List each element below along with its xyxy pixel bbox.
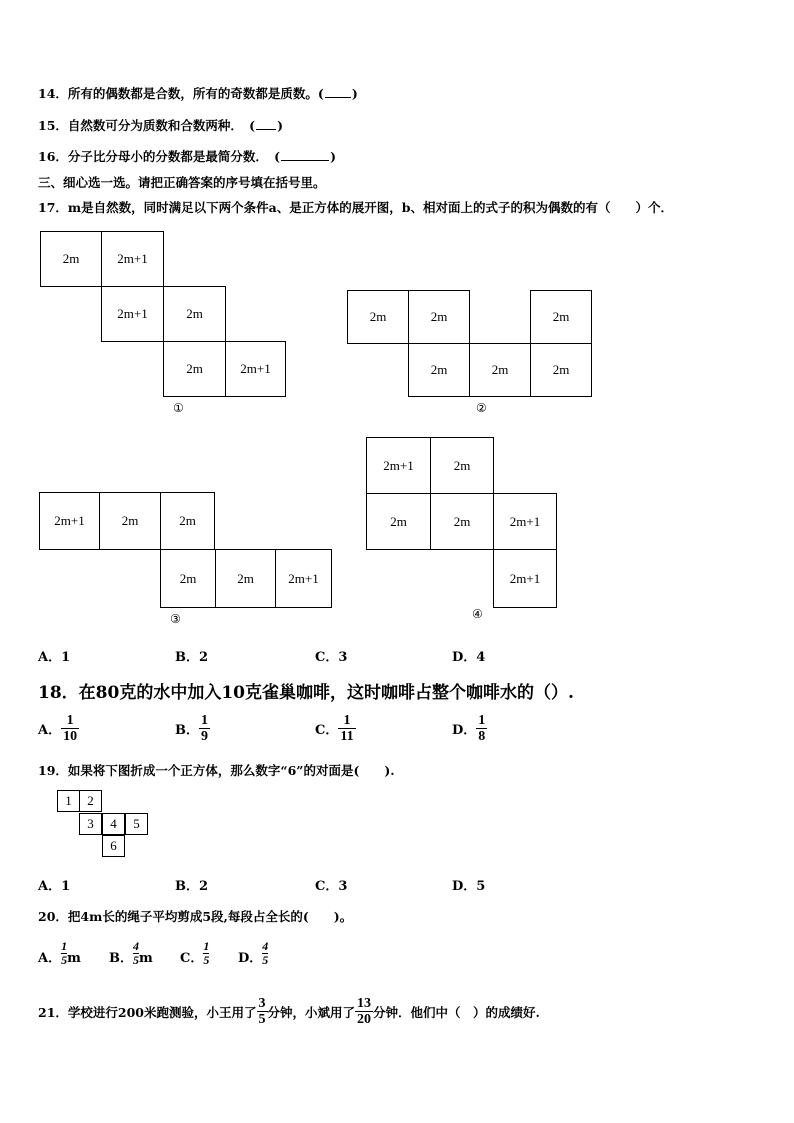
option-a[interactable] (38, 940, 81, 966)
net-cell: 2m (469, 343, 531, 397)
question-15 (38, 116, 283, 134)
numerator: 1 (66, 713, 74, 728)
net-cell: 2m+1 (39, 492, 100, 550)
option-label: C． (315, 723, 339, 739)
net-label: ② (476, 401, 487, 415)
paren-close: ) (351, 86, 358, 101)
option-label: B． (109, 951, 133, 967)
denominator: 5 (203, 952, 210, 967)
net-cell: 2m (163, 286, 226, 342)
denominator: 8 (478, 729, 486, 745)
net-cell: 2m+1 (366, 437, 431, 494)
option-label: C． (180, 951, 204, 967)
net-label: ③ (170, 612, 181, 626)
numerator: 4 (133, 939, 139, 953)
denominator: 5 (258, 1012, 266, 1028)
option-label: A． (38, 723, 62, 739)
denominator: 5 (61, 952, 68, 967)
option-b[interactable] (175, 713, 210, 745)
net-cell: 3 (79, 813, 102, 835)
numerator: 3 (258, 996, 266, 1011)
net-cell: 2m (430, 437, 494, 494)
net-cell: 5 (125, 813, 148, 835)
option-c[interactable]: C．3 (315, 650, 348, 665)
net-cell: 2m (530, 290, 592, 344)
net-cell: 2m+1 (225, 341, 286, 397)
net-cell: 2m (40, 231, 102, 287)
question-15-text: 15．自然数可分为质数和合数两种． ( (38, 118, 256, 133)
answer-blank[interactable] (256, 117, 276, 130)
option-a[interactable]: A．1 (38, 650, 71, 665)
denominator: 11 (340, 729, 354, 745)
net-cell: 2 (79, 790, 102, 812)
fraction (257, 996, 268, 1028)
net-cell: 1 (57, 790, 80, 812)
question-16-text: 16．分子比分母小的分数都是最简分数． ( (38, 149, 281, 164)
denominator: 20 (357, 1012, 372, 1028)
option-c[interactable] (180, 940, 209, 966)
question-17: 17．m是自然数，同时满足以下两个条件a、是正方体的展开图，b、相对面上的式子的积为偶数的有（ ）个． (38, 200, 673, 215)
option-a[interactable] (38, 713, 79, 745)
fraction (338, 713, 355, 745)
net-cell: 2m (530, 343, 592, 397)
numerator: 4 (262, 939, 269, 953)
net-cell: 2m+1 (101, 231, 164, 287)
numerator: 13 (357, 996, 372, 1011)
unit: m (139, 951, 153, 967)
net-cell: 2m (366, 493, 431, 550)
option-label: D． (452, 723, 477, 739)
net-cell: 2m (160, 492, 215, 550)
net-cell: 2m (347, 290, 409, 344)
net-cell: 2m (408, 290, 470, 344)
option-label: A． (38, 951, 62, 967)
fraction (61, 713, 79, 745)
numerator: 1 (478, 713, 486, 728)
fraction (355, 996, 373, 1028)
net-cell: 2m+1 (275, 549, 332, 608)
question-20: 20．把4m长的绳子平均剪成5段,每段占全长的( )。 (38, 909, 353, 924)
question-14 (38, 84, 358, 102)
option-label: B． (175, 723, 199, 739)
option-b[interactable] (109, 940, 153, 966)
denominator: 9 (201, 729, 208, 745)
question-19: 19．如果将下图折成一个正方体，那么数字“6”的对面是( ). (38, 763, 395, 778)
section-heading: 三、细心选一选。请把正确答案的序号填在括号里。 (38, 175, 326, 190)
question-21-text: 分钟．他们中（ ）的成绩好. (373, 1004, 540, 1020)
answer-blank[interactable] (325, 85, 351, 98)
net-cell: 6 (102, 835, 125, 857)
option-label: D． (238, 951, 263, 967)
paren-close: ) (277, 118, 283, 133)
net-cell: 2m (99, 492, 161, 550)
option-d[interactable]: D．5 (452, 879, 486, 894)
option-b[interactable]: B．2 (175, 879, 209, 894)
option-d[interactable]: D．4 (452, 650, 486, 665)
denominator: 10 (63, 729, 78, 745)
option-a[interactable]: A．1 (38, 879, 71, 894)
question-16 (38, 147, 336, 165)
numerator: 1 (61, 939, 68, 953)
denominator: 5 (133, 952, 139, 967)
option-c[interactable] (315, 713, 356, 745)
question-21-text: 分钟，小斌用了 (267, 1004, 356, 1020)
fraction (476, 713, 487, 745)
denominator: 5 (262, 952, 269, 967)
net-cell: 2m (408, 343, 470, 397)
net-cell: 2m (430, 493, 494, 550)
numerator: 1 (203, 939, 210, 953)
net-cell: 2m (163, 341, 226, 397)
net-cell: 4 (102, 813, 125, 835)
answer-blank[interactable] (281, 148, 329, 161)
numerator: 1 (201, 713, 208, 728)
net-cell: 2m+1 (101, 286, 164, 342)
net-label: ④ (472, 607, 483, 621)
option-d[interactable] (452, 713, 487, 745)
question-18: 18．在80克的水中加入10克雀巢咖啡，这时咖啡占整个咖啡水的（）. (38, 683, 574, 703)
fraction (199, 713, 210, 745)
net-label: ① (173, 401, 184, 415)
question-21-text: 21．学校进行200米跑测验，小王用了 (38, 1004, 257, 1020)
net-cell: 2m (160, 549, 216, 608)
option-c[interactable]: C．3 (315, 879, 348, 894)
paren-close: ) (330, 149, 336, 164)
net-cell: 2m (215, 549, 276, 608)
question-21 (38, 996, 540, 1028)
fraction (203, 940, 209, 966)
net-cell: 2m+1 (493, 549, 557, 608)
option-d[interactable] (238, 940, 268, 966)
numerator: 1 (343, 713, 351, 728)
fraction (262, 940, 268, 966)
option-b[interactable]: B．2 (175, 650, 209, 665)
unit: m (67, 951, 81, 967)
question-14-text: 14．所有的偶数都是合数，所有的奇数都是质数。( (38, 86, 324, 101)
net-cell: 2m+1 (493, 493, 557, 550)
